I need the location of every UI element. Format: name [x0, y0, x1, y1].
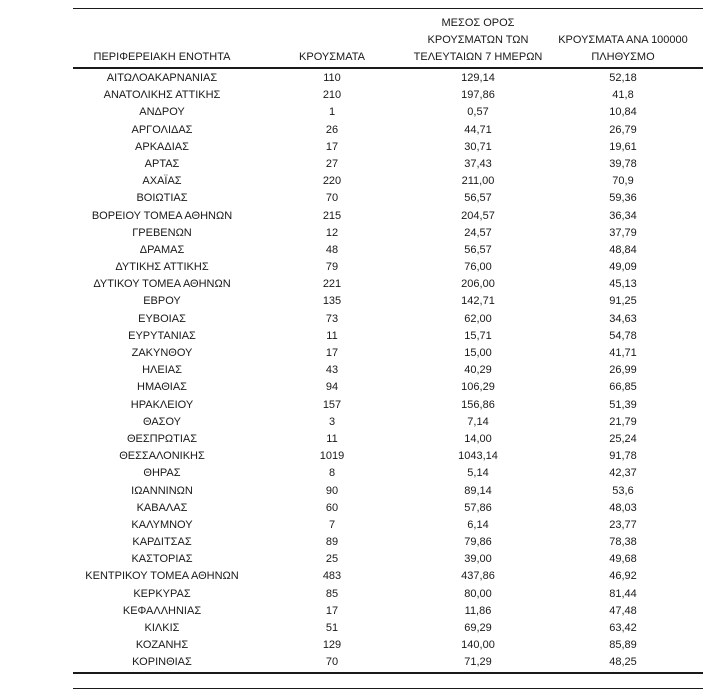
per100k-cell: 63,42: [609, 622, 637, 634]
table-header-row: [73, 9, 703, 67]
region-cell: ΚΑΡΔΙΤΣΑΣ: [132, 536, 192, 549]
avg7-cell: 204,57: [461, 209, 495, 222]
avg7-cell: 37,43: [464, 157, 492, 170]
cases-cell: 110: [323, 72, 341, 84]
per100k-cell: 91,78: [609, 450, 637, 463]
region-cell: ΔΥΤΙΚΗΣ ΑΤΤΙΚΗΣ: [115, 261, 209, 274]
per100k-cell: 53,6: [612, 484, 634, 497]
cases-cell: 60: [325, 501, 339, 514]
column-header-per100k: [543, 32, 703, 67]
cases-cell: 26: [325, 123, 339, 136]
region-cell: ΚΙΛΚΙΣ: [144, 622, 180, 634]
avg7-cell: 1043,14: [458, 450, 498, 463]
cases-cell: 129: [322, 639, 342, 652]
per100k-cell: 52,18: [609, 72, 637, 84]
region-cell: ΘΗΡΑΣ: [143, 467, 181, 480]
avg7-cell: 56,57: [464, 192, 492, 205]
table-row: [73, 362, 703, 379]
per100k-cell: 21,79: [609, 415, 637, 428]
cases-cell: 73: [325, 312, 339, 325]
avg7-cell: 14,00: [464, 432, 492, 445]
region-cell: ΘΕΣΠΡΩΤΙΑΣ: [126, 432, 198, 445]
per100k-cell: 48,84: [609, 243, 637, 256]
avg7-cell: 44,71: [464, 123, 492, 136]
avg7-cell: 24,57: [464, 226, 492, 239]
table-row: [73, 397, 703, 414]
per100k-cell: 66,85: [609, 381, 637, 394]
avg7-cell: 197,86: [461, 89, 495, 102]
region-cell: ΙΩΑΝΝΙΝΩΝ: [131, 484, 193, 497]
column-header-cases-label: ΚΡΟΥΣΜΑΤΑ: [299, 51, 365, 63]
per100k-cell: 49,68: [609, 553, 637, 566]
region-cell: ΚΑΛΥΜΝΟΥ: [131, 518, 193, 531]
table-row: [73, 293, 703, 310]
table-row: [73, 104, 703, 121]
column-header-cases: [251, 49, 413, 67]
per100k-cell: 46,92: [609, 570, 637, 583]
cases-cell: 11: [326, 329, 338, 342]
region-cell: ΗΡΑΚΛΕΙΟΥ: [130, 398, 194, 411]
avg7-cell: 80,00: [464, 587, 492, 600]
column-header-region: [73, 49, 251, 67]
table-row: [73, 517, 703, 534]
region-cell: ΑΧΑΪΑΣ: [142, 175, 182, 188]
cases-cell: 220: [322, 175, 342, 188]
cases-cell: 85: [325, 587, 339, 600]
table-body: [73, 70, 703, 672]
avg7-cell: 5,14: [467, 467, 489, 480]
cases-cell: 157: [322, 398, 342, 411]
per100k-cell: 91,25: [609, 295, 637, 308]
column-header-per100k-line1: ΚΡΟΥΣΜΑΤΑ ΑΝΑ 100000: [558, 34, 688, 46]
column-header-avg7-line2: ΚΡΟΥΣΜΑΤΩΝ ΤΩΝ: [427, 34, 529, 46]
avg7-cell: 7,14: [467, 415, 489, 428]
cases-cell: 1019: [319, 450, 345, 463]
avg7-cell: 206,00: [461, 278, 495, 291]
region-cell: ΕΥΒΟΙΑΣ: [138, 312, 186, 325]
table-footer-rule: [73, 688, 703, 689]
cases-cell: 11: [326, 432, 338, 445]
cases-cell: 27: [325, 157, 339, 170]
cases-cell: 90: [325, 484, 339, 497]
avg7-cell: 39,00: [464, 553, 492, 566]
cases-cell: 17: [325, 140, 339, 153]
per100k-cell: 36,34: [609, 209, 637, 222]
cases-cell: 70: [325, 656, 339, 669]
cases-cell: 8: [328, 467, 336, 480]
avg7-cell: 79,86: [464, 536, 492, 549]
avg7-cell: 30,71: [464, 140, 492, 153]
avg7-cell: 62,00: [464, 312, 492, 325]
table-row: [73, 345, 703, 362]
region-cell: ΑΝΔΡΟΥ: [139, 106, 185, 119]
region-cell: ΑΡΓΟΛΙΔΑΣ: [131, 123, 193, 136]
cases-cell: 17: [325, 347, 339, 359]
per100k-cell: 39,78: [609, 157, 637, 170]
per100k-cell: 59,36: [609, 192, 637, 205]
region-cell: ΚΟΡΙΝΘΙΑΣ: [132, 656, 192, 669]
per100k-cell: 26,79: [609, 123, 637, 136]
per100k-cell: 48,03: [609, 501, 637, 514]
column-header-avg7: [413, 15, 543, 67]
region-cell: ΘΕΣΣΑΛΟΝΙΚΗΣ: [119, 450, 205, 463]
table-row: [73, 139, 703, 156]
cases-cell: 48: [325, 243, 339, 256]
avg7-cell: 211,00: [461, 175, 495, 188]
avg7-cell: 6,14: [467, 518, 489, 531]
cases-cell: 210: [322, 89, 342, 102]
region-cell: ΗΛΕΙΑΣ: [142, 364, 182, 377]
region-cell: ΓΡΕΒΕΝΩΝ: [132, 226, 192, 239]
region-cell: ΚΑΒΑΛΑΣ: [136, 501, 188, 514]
table-row: [73, 328, 703, 345]
per100k-cell: 34,63: [609, 312, 637, 325]
avg7-cell: 106,29: [461, 381, 495, 394]
region-cell: ΔΡΑΜΑΣ: [139, 243, 185, 256]
region-cell: ΑΡΚΑΔΙΑΣ: [135, 140, 189, 153]
cases-cell: 135: [322, 295, 342, 308]
table-row: [73, 414, 703, 431]
table-row: [73, 190, 703, 207]
region-cell: ΚΕΝΤΡΙΚΟΥ ΤΟΜΕΑ ΑΘΗΝΩΝ: [85, 570, 239, 583]
per100k-cell: 42,37: [609, 467, 637, 480]
avg7-cell: 56,57: [464, 243, 492, 256]
table-row: [73, 276, 703, 293]
per100k-cell: 70,9: [612, 175, 634, 188]
per100k-cell: 81,44: [609, 587, 637, 600]
table-row: [73, 87, 703, 104]
cases-cell: 1: [328, 106, 336, 119]
per100k-cell: 25,24: [609, 432, 637, 445]
cases-cell: 79: [325, 261, 339, 274]
avg7-cell: 57,86: [464, 501, 492, 514]
table-row: [73, 208, 703, 225]
table-row: [73, 603, 703, 620]
cases-cell: 7: [328, 518, 336, 531]
region-cell: ΗΜΑΘΙΑΣ: [137, 381, 187, 394]
table-row: [73, 568, 703, 585]
avg7-cell: 142,71: [461, 295, 495, 308]
table-row: [73, 122, 703, 139]
avg7-cell: 89,14: [464, 484, 492, 497]
column-header-avg7-line3: ΤΕΛΕΥΤΑΙΩΝ 7 ΗΜΕΡΩΝ: [413, 51, 543, 63]
table-row: [73, 311, 703, 328]
per100k-cell: 85,89: [609, 639, 637, 652]
column-header-region-label: ΠΕΡΙΦΕΡΕΙΑΚΗ ΕΝΟΤΗΤΑ: [93, 51, 231, 63]
region-cell: ΕΒΡΟΥ: [143, 295, 181, 308]
region-cell: ΖΑΚΥΝΘΟΥ: [131, 347, 193, 359]
region-cell: ΚΟΖΑΝΗΣ: [135, 639, 189, 652]
avg7-cell: 15,71: [464, 329, 492, 342]
avg7-cell: 437,86: [461, 570, 495, 583]
region-cell: ΔΥΤΙΚΟΥ ΤΟΜΕΑ ΑΘΗΝΩΝ: [93, 278, 231, 291]
per100k-cell: 54,78: [609, 329, 637, 342]
table-row: [73, 156, 703, 173]
cases-cell: 70: [325, 192, 339, 205]
region-cell: ΑΙΤΩΛΟΑΚΑΡΝΑΝΙΑΣ: [106, 72, 218, 84]
per100k-cell: 49,09: [609, 261, 637, 274]
avg7-cell: 129,14: [461, 72, 495, 84]
cases-cell: 221: [322, 278, 342, 291]
region-cell: ΑΝΑΤΟΛΙΚΗΣ ΑΤΤΙΚΗΣ: [103, 89, 221, 102]
region-cell: ΘΑΣΟΥ: [142, 415, 182, 428]
avg7-cell: 40,29: [464, 364, 492, 377]
cases-cell: 3: [328, 415, 336, 428]
per100k-cell: 48,25: [609, 656, 637, 669]
region-cell: ΑΡΤΑΣ: [144, 157, 180, 170]
table-row: [73, 551, 703, 568]
region-cell: ΚΕΦΑΛΛΗΝΙΑΣ: [122, 604, 202, 617]
avg7-cell: 69,29: [464, 622, 492, 634]
table-row: [73, 242, 703, 259]
per100k-cell: 51,39: [609, 398, 637, 411]
table-row: [73, 500, 703, 517]
table-row: [73, 465, 703, 482]
region-cell: ΚΑΣΤΟΡΙΑΣ: [131, 553, 193, 566]
per100k-cell: 37,79: [609, 226, 637, 239]
table-row: [73, 534, 703, 551]
table-row: [73, 483, 703, 500]
column-header-avg7-line1: ΜΕΣΟΣ ΟΡΟΣ: [441, 17, 515, 29]
header-underline-rule: [73, 67, 703, 69]
cases-cell: 215: [322, 209, 342, 222]
avg7-cell: 156,86: [461, 398, 495, 411]
table-row: [73, 70, 703, 87]
avg7-cell: 15,00: [464, 347, 492, 359]
cases-cell: 12: [325, 226, 339, 239]
table-bottom-rule: [73, 672, 703, 674]
avg7-cell: 140,00: [461, 639, 495, 652]
table-row: [73, 173, 703, 190]
table-row: [73, 586, 703, 603]
per100k-cell: 47,48: [609, 604, 637, 617]
region-cell: ΚΕΡΚΥΡΑΣ: [133, 587, 191, 600]
cases-cell: 25: [325, 553, 339, 566]
table-row: [73, 620, 703, 637]
per100k-cell: 78,38: [609, 536, 637, 549]
region-cell: ΕΥΡΥΤΑΝΙΑΣ: [128, 329, 196, 342]
table-row: [73, 654, 703, 671]
cases-cell: 483: [322, 570, 342, 583]
per100k-cell: 23,77: [609, 518, 637, 531]
table-row: [73, 448, 703, 465]
per100k-cell: 10,84: [609, 106, 637, 119]
avg7-cell: 71,29: [464, 656, 492, 669]
per100k-cell: 45,13: [609, 278, 637, 291]
cases-cell: 51: [325, 622, 339, 634]
per100k-cell: 41,8: [612, 89, 634, 102]
column-header-per100k-line2: ΠΛΗΘΥΣΜΟ: [591, 51, 655, 63]
avg7-cell: 0,57: [467, 106, 489, 119]
per100k-cell: 19,61: [609, 140, 637, 153]
cases-cell: 89: [325, 536, 339, 549]
region-cell: ΒΟΡΕΙΟΥ ΤΟΜΕΑ ΑΘΗΝΩΝ: [91, 209, 233, 222]
cases-cell: 17: [325, 604, 339, 617]
per100k-cell: 26,99: [609, 364, 637, 377]
table-row: [73, 637, 703, 654]
avg7-cell: 76,00: [464, 261, 492, 274]
table-row: [73, 431, 703, 448]
table-row: [73, 259, 703, 276]
per100k-cell: 41,71: [609, 347, 637, 359]
region-cell: ΒΟΙΩΤΙΑΣ: [136, 192, 188, 205]
cases-cell: 43: [325, 364, 339, 377]
avg7-cell: 11,86: [464, 604, 492, 617]
table-row: [73, 225, 703, 242]
cases-cell: 94: [325, 381, 339, 394]
table-row: [73, 379, 703, 396]
